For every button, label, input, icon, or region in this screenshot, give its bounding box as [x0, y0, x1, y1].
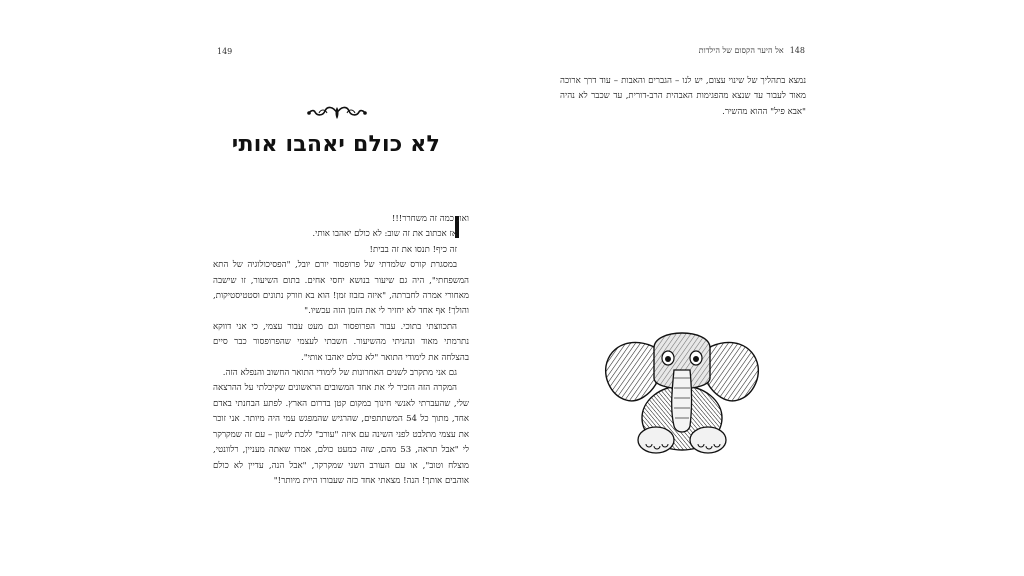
paragraph: התכווצתי בתוכי. עבור הפרופסור וגם מעט עבור עצמי, כי אני דווקא נתרמתי מאוד ונהניתי מהשיעור. חשבתי לעצמי שהפרופסור כבר סיים בהצלחה את לימודי התואר "לא כולם יאהבו אותי".	[213, 321, 469, 363]
flourish-ornament-icon	[305, 103, 369, 123]
running-header-title: אל היער הקסום של הילדות	[698, 46, 784, 55]
right-page-text	[560, 74, 806, 120]
paragraph: גם אני מתקרב לשנים האחרונות של לימודי התואר החשוב והנפלא הזה.	[222, 368, 457, 379]
paragraph: המקרה הזה הזכיר לי את אחד המשובים הראשונים שקיבלתי על ההרצאה שלי, שהעברתי לאנשי חינוך במקום קטן בדרום הארץ. לפתע הבחנתי באדם אחד, מתוך כל 54 המשתתפים, שהרגיש שהמפגש עמי היה מיותר. אני זוכר את עצמי מתלבט לפני השינה עם איזה "עורב" ללכת לישון – עם זה שמקרקר לי "אבל תראה, 53 מהם, שזה כמעט כולם, אמרו שאתה מעניין, רלוונטי, מוצלח וטוב", או עם העורב השני שמקרקר, "אבל הנה, עדיין לא כולם אוהבים אותך! הנה! מצאתי אחד כזה שעבורו היית מיותר!"	[213, 383, 469, 486]
paragraph: זה כיף! תנסו את זה בבית!	[369, 244, 457, 255]
page-number: 148	[789, 46, 805, 55]
paragraph: אז אכתוב את זה שוב: לא כולם יאהבו אותי.	[312, 229, 457, 240]
body-text	[213, 212, 469, 489]
page-number: 149	[217, 47, 233, 56]
paragraph: נמצא בתהליך של שינוי עצום, יש לנו – הגברים והאבות – עוד דרך ארוכה מאוד לעבור עד שנצא מהפגימות האבהית הרב-דורית, עד שכבר לא נהיה "אבא פיל" ההוא מהשיר.	[560, 76, 806, 117]
running-header	[699, 46, 805, 55]
paragraph: במסגרת קורס שלמדתי של פרופסור יורם יובל, "הפסיכולוגיה של התא המשפחתי", היה גם שיעור בנושא יחסי אחים. בתום השיעור, זו שישבה מאחורי אמרה לחברתה, "איזה בזבוז זמן! הוא בא וזורק נתונים וסטטיסטיקות, והולך! אף אחד לא יחזיר לי את הזמן הזה עכשיו."	[213, 260, 469, 317]
elephant-illustration	[604, 318, 760, 456]
paragraph: ואו, כמה זה משחרר!!!	[391, 214, 469, 224]
chapter-title: לא כולם יאהבו אותי	[231, 132, 440, 157]
